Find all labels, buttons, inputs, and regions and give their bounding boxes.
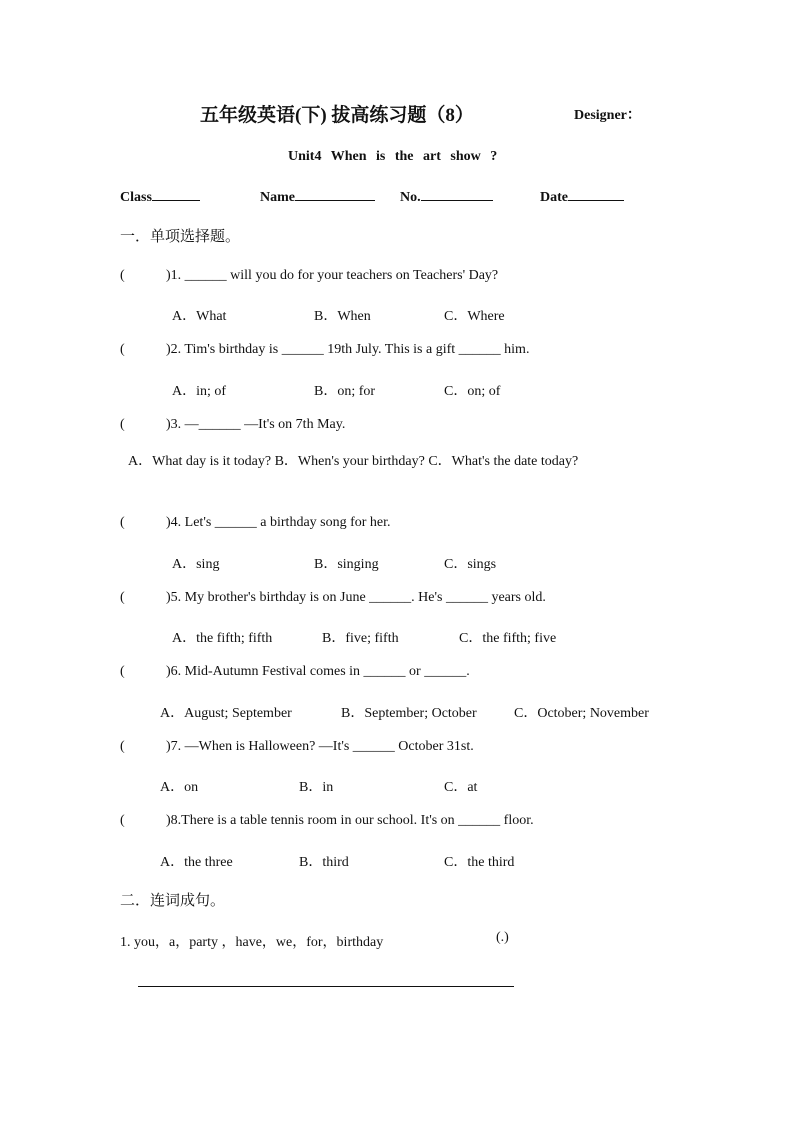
q6-option-c[interactable]: C．October; November [514, 706, 649, 721]
section-1-title: 一．单项选择题。 [120, 229, 241, 245]
question-stem: )4. Let's ______ a birthday song for her. [166, 515, 391, 530]
worksheet-title: 五年级英语(下) 拔高练习题（8） [200, 105, 474, 126]
q5-option-a[interactable]: A．the fifth; fifth [172, 631, 273, 646]
answer-bracket[interactable]: ( [120, 515, 125, 530]
q1-option-c[interactable]: C．Where [444, 309, 505, 324]
question-1 [120, 268, 498, 284]
name-label: Name [260, 190, 295, 205]
unit-title: When is the art show ? [330, 149, 498, 164]
question-2 [120, 342, 529, 358]
question-8 [120, 813, 534, 829]
designer-label: Designer： [574, 108, 641, 123]
question-stem: )3. —______ —It's on 7th May. [166, 417, 346, 432]
q7-option-b[interactable]: B．in [299, 780, 334, 795]
question-stem: )7. —When is Halloween? —It's ______ October 31st. [166, 739, 474, 754]
question-3 [120, 417, 345, 433]
q8-option-b[interactable]: B．third [299, 855, 349, 870]
class-field [120, 186, 200, 206]
question-stem: )2. Tim's birthday is ______ 19th July. This is a gift ______ him. [166, 342, 530, 357]
question-6 [120, 664, 470, 680]
answer-bracket[interactable]: ( [120, 417, 125, 432]
class-blank[interactable] [152, 186, 200, 201]
reorder-item-1-punctuation: (.) [496, 930, 509, 945]
answer-bracket[interactable]: ( [120, 739, 125, 754]
q4-option-a[interactable]: A．sing [172, 557, 220, 572]
q1-option-a[interactable]: A．What [172, 309, 227, 324]
name-field [260, 186, 375, 206]
q2-option-a[interactable]: A．in; of [172, 384, 227, 399]
section-2-title: 二．连词成句。 [120, 893, 226, 909]
date-blank[interactable] [568, 186, 624, 201]
q1-option-b[interactable]: B．When [314, 309, 371, 324]
question-stem: )1. ______ will you do for your teachers on Teachers' Day? [166, 268, 499, 283]
q7-option-a[interactable]: A．on [160, 780, 199, 795]
question-5 [120, 590, 546, 606]
q5-option-b[interactable]: B．five; fifth [322, 631, 399, 646]
answer-bracket[interactable]: ( [120, 813, 125, 828]
q5-option-c[interactable]: C．the fifth; five [459, 631, 557, 646]
unit-number: Unit4 [288, 149, 322, 164]
q8-option-a[interactable]: A．the three [160, 855, 233, 870]
name-blank[interactable] [295, 186, 375, 201]
answer-bracket[interactable]: ( [120, 664, 125, 679]
unit-subtitle [288, 149, 497, 165]
answer-bracket[interactable]: ( [120, 342, 125, 357]
question-4 [120, 515, 391, 531]
q6-option-a[interactable]: A．August; September [160, 706, 292, 721]
q4-option-c[interactable]: C．sings [444, 557, 497, 572]
answer-bracket[interactable]: ( [120, 268, 125, 283]
class-label: Class [120, 190, 152, 205]
q2-option-c[interactable]: C．on; of [444, 384, 501, 399]
reorder-item-1: 1. you，a，party ，have，we，for，birthday [120, 935, 384, 950]
date-label: Date [540, 190, 568, 205]
number-field [400, 186, 493, 206]
answer-bracket[interactable]: ( [120, 590, 125, 605]
q2-option-b[interactable]: B．on; for [314, 384, 376, 399]
question-7 [120, 739, 474, 755]
answer-line[interactable] [138, 986, 514, 987]
date-field [540, 186, 624, 206]
number-blank[interactable] [421, 186, 493, 201]
question-stem: )8.There is a table tennis room in our school. It's on ______ floor. [166, 813, 534, 828]
q8-option-c[interactable]: C．the third [444, 855, 515, 870]
q4-option-b[interactable]: B．singing [314, 557, 379, 572]
q3-options[interactable]: A．What day is it today? B．When's your birthday? C．What's the date today? [128, 454, 579, 469]
question-stem: )6. Mid-Autumn Festival comes in ______ or ______. [166, 664, 470, 679]
q7-option-c[interactable]: C．at [444, 780, 478, 795]
question-stem: )5. My brother's birthday is on June ______. He's ______ years old. [166, 590, 546, 605]
q6-option-b[interactable]: B．September; October [341, 706, 477, 721]
number-label: No. [400, 190, 421, 205]
